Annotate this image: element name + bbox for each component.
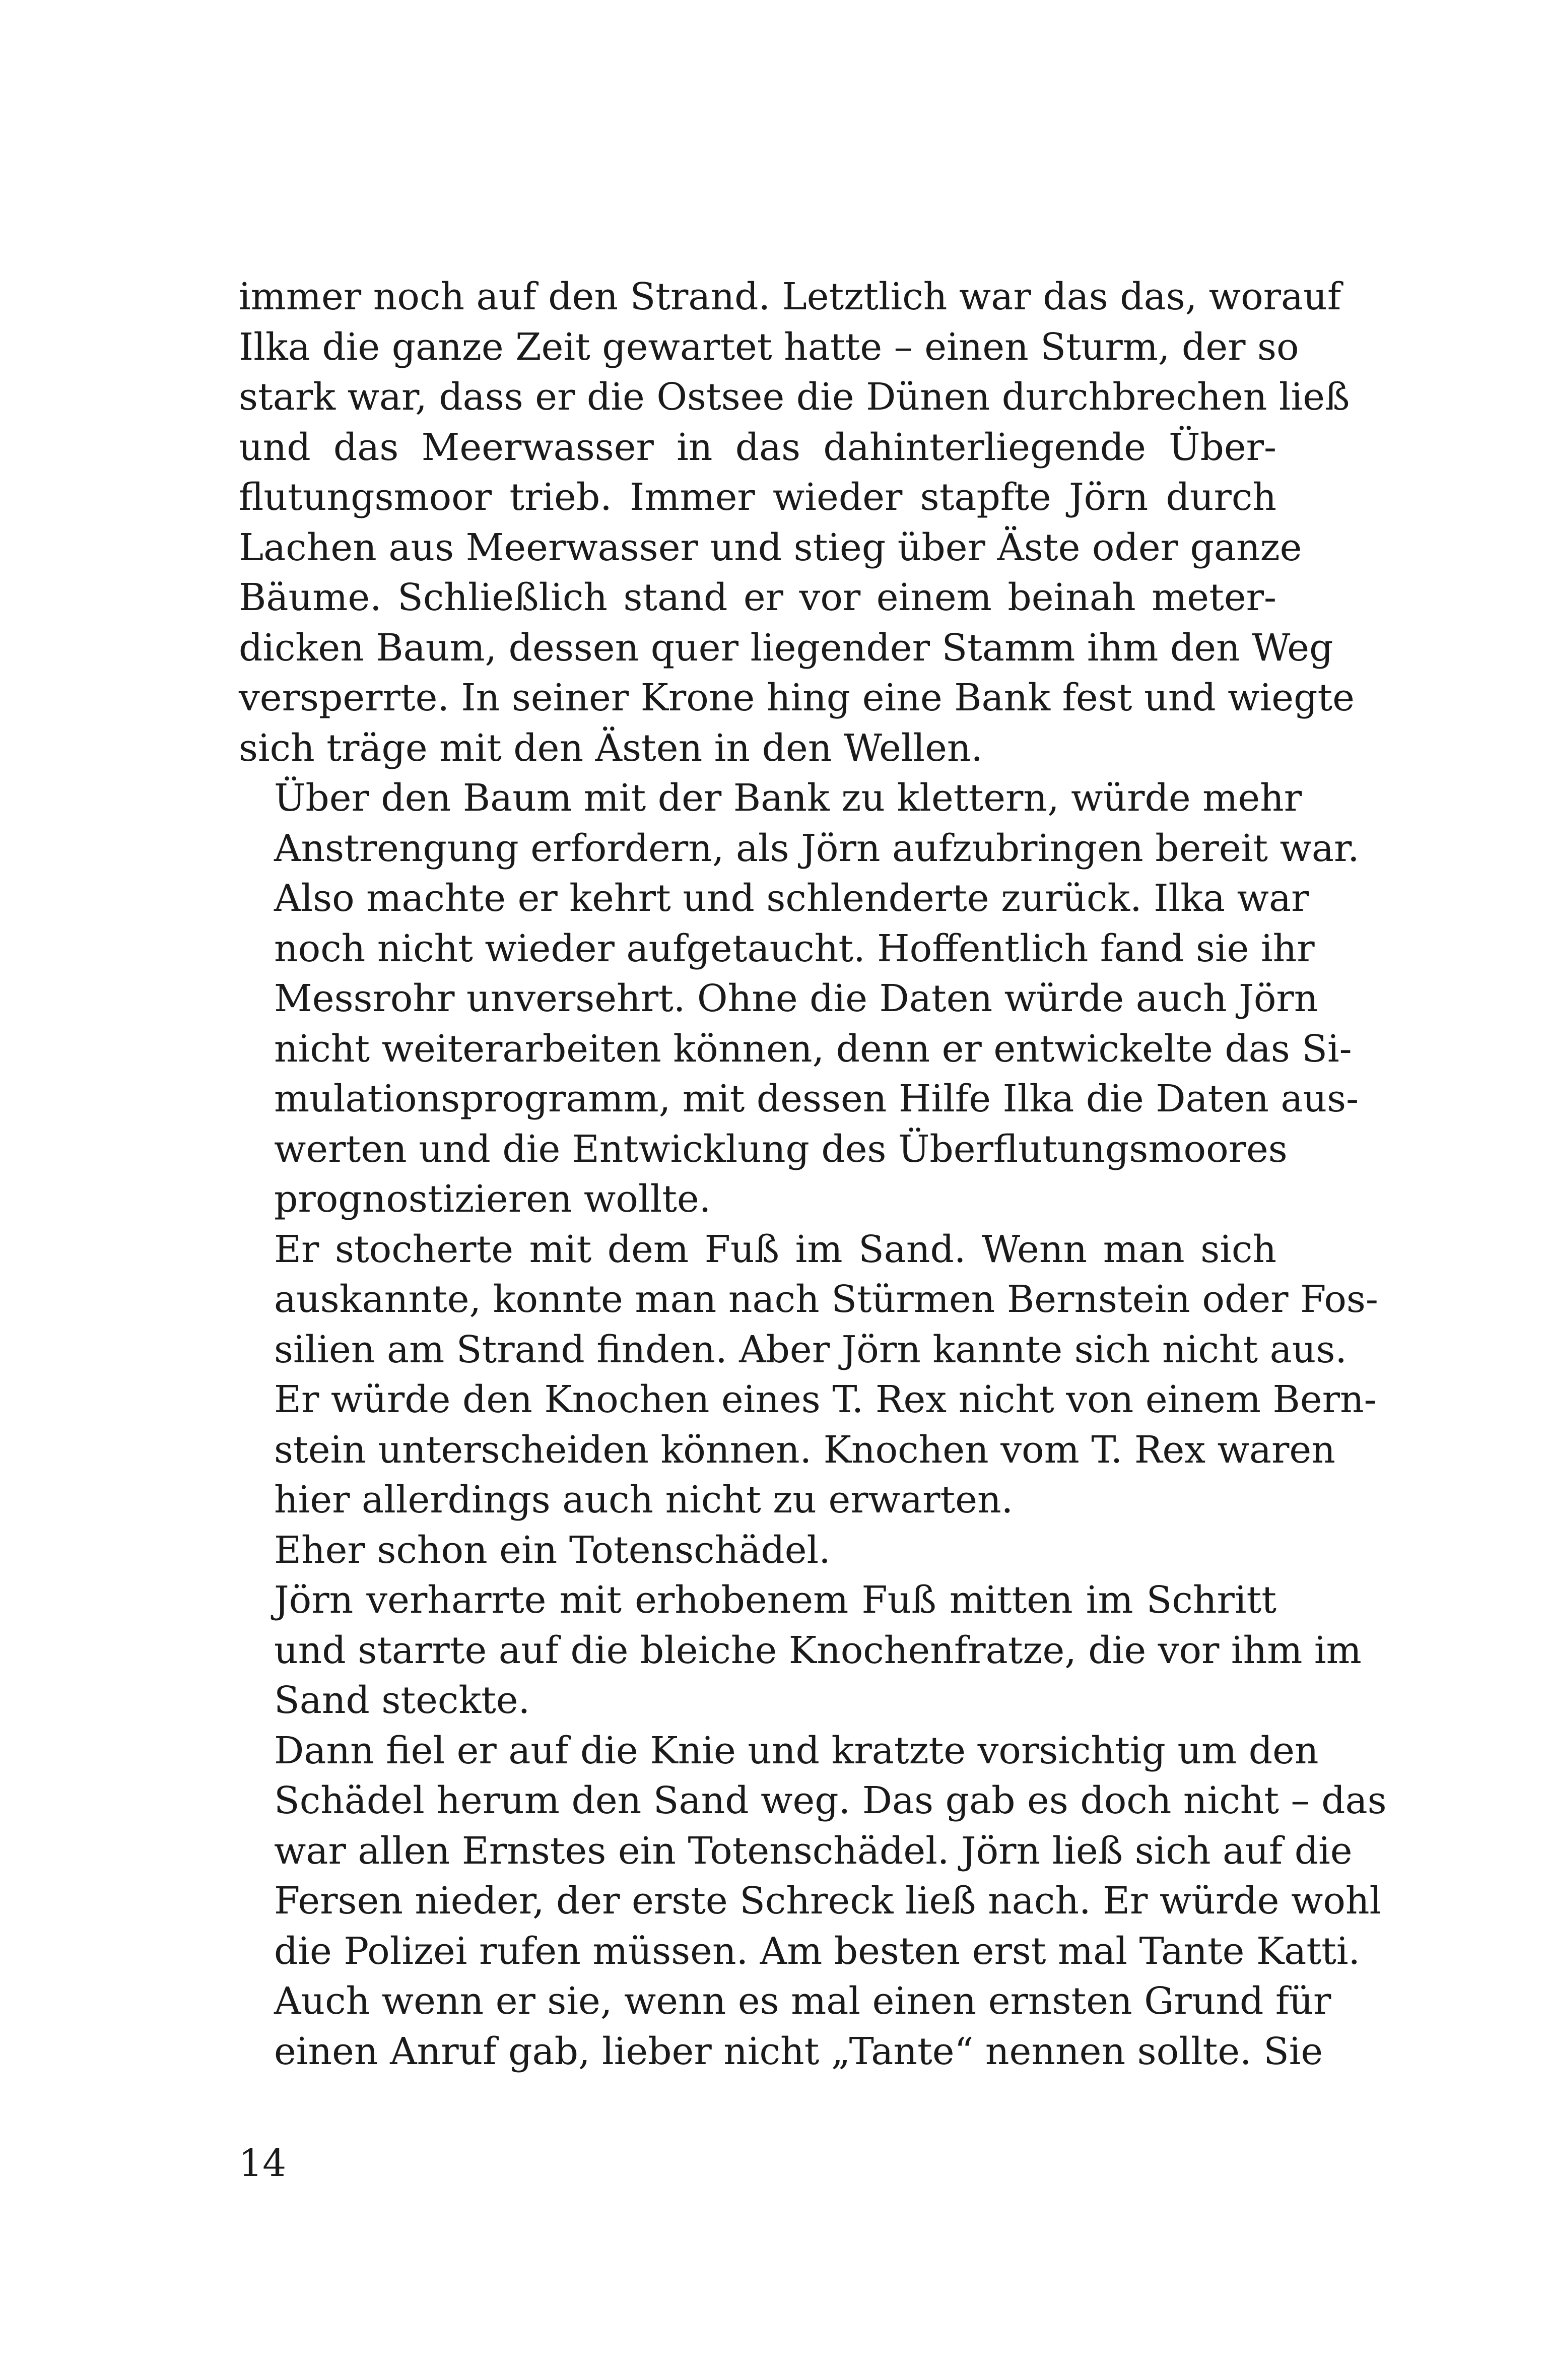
text-line: silien am Strand finden. Aber Jörn kannte sich nicht aus. <box>274 1328 1347 1371</box>
text-line: Über den Baum mit der Bank zu klettern, würde mehr <box>274 776 1302 820</box>
text-line: dicken Baum, dessen quer liegender Stamm ihm den Weg <box>239 626 1333 670</box>
text-line: Fersen nieder, der erste Schreck ließ nach. Er würde wohl <box>274 1879 1382 1923</box>
text-line: Schädel herum den Sand weg. Das gab es doch nicht – das <box>274 1779 1387 1822</box>
text-line: Er stocherte mit dem Fuß im Sand. Wenn man sich <box>274 1227 1276 1271</box>
text-line: Eher schon ein Totenschädel. <box>274 1528 831 1572</box>
paragraph-1 <box>239 272 1355 773</box>
text-line: auskannte, konnte man nach Stürmen Bernstein oder Fos- <box>274 1278 1378 1321</box>
text-line: Sand steckte. <box>274 1679 530 1722</box>
text-line: einen Anruf gab, lieber nicht „Tante“ nennen sollte. Sie <box>274 2029 1323 2073</box>
paragraph-5 <box>239 1575 1362 1726</box>
text-line: und starrte auf die bleiche Knochenfratze, die vor ihm im <box>274 1628 1362 1672</box>
text-line: hier allerdings auch nicht zu erwarten. <box>274 1478 1014 1522</box>
text-line: Lachen aus Meerwasser und stieg über Äste oder ganze <box>239 525 1302 569</box>
paragraph-3 <box>239 1225 1378 1526</box>
text-line: sich träge mit den Ästen in den Wellen. <box>239 726 983 770</box>
text-line: und das Meerwasser in das dahinterliegende Über- <box>239 425 1276 469</box>
text-line: Messrohr unversehrt. Ohne die Daten würde auch Jörn <box>274 977 1318 1020</box>
text-line: Er würde den Knochen eines T. Rex nicht von einem Bern- <box>274 1378 1377 1421</box>
paragraph-6 <box>239 1726 1387 2077</box>
text-line: stark war, dass er die Ostsee die Dünen durchbrechen ließ <box>239 375 1350 419</box>
paragraph-2 <box>239 773 1360 1225</box>
text-line: immer noch auf den Strand. Letztlich war das das, worauf <box>239 275 1341 318</box>
text-line: prognostizieren wollte. <box>274 1177 711 1221</box>
text-line: Dann fiel er auf die Knie und kratzte vorsichtig um den <box>274 1729 1319 1772</box>
text-line: Ilka die ganze Zeit gewartet hatte – einen Sturm, der so <box>239 325 1299 369</box>
paragraph-4 <box>239 1526 1276 1576</box>
text-line: Anstrengung erfordern, als Jörn aufzubringen bereit war. <box>274 826 1360 870</box>
page-number: 14 <box>239 2142 287 2185</box>
text-line: Jörn verharrte mit erhobenem Fuß mitten im Schritt <box>274 1578 1276 1622</box>
text-line: noch nicht wieder aufgetaucht. Hoffentlich fand sie ihr <box>274 927 1315 970</box>
text-line: Also machte er kehrt und schlenderte zurück. Ilka war <box>274 877 1309 920</box>
text-line: versperrte. In seiner Krone hing eine Bank fest und wiegte <box>239 676 1355 719</box>
text-line: mulationsprogramm, mit dessen Hilfe Ilka die Daten aus- <box>274 1077 1359 1120</box>
text-line: Auch wenn er sie, wenn es mal einen ernsten Grund für <box>274 1979 1331 2023</box>
text-line: Bäume. Schließlich stand er vor einem beinah meter- <box>239 576 1276 619</box>
text-line: flutungsmoor trieb. Immer wieder stapfte Jörn durch <box>239 476 1276 519</box>
text-line: werten und die Entwicklung des Überflutungsmoores <box>274 1127 1288 1171</box>
body-text <box>239 272 1387 2077</box>
text-line: war allen Ernstes ein Totenschädel. Jörn ließ sich auf die <box>274 1829 1353 1873</box>
text-line: nicht weiterarbeiten können, denn er entwickelte das Si- <box>274 1027 1352 1071</box>
text-line: die Polizei rufen müssen. Am besten erst mal Tante Katti. <box>274 1929 1361 1973</box>
text-line: stein unterscheiden können. Knochen vom T. Rex waren <box>274 1428 1335 1472</box>
